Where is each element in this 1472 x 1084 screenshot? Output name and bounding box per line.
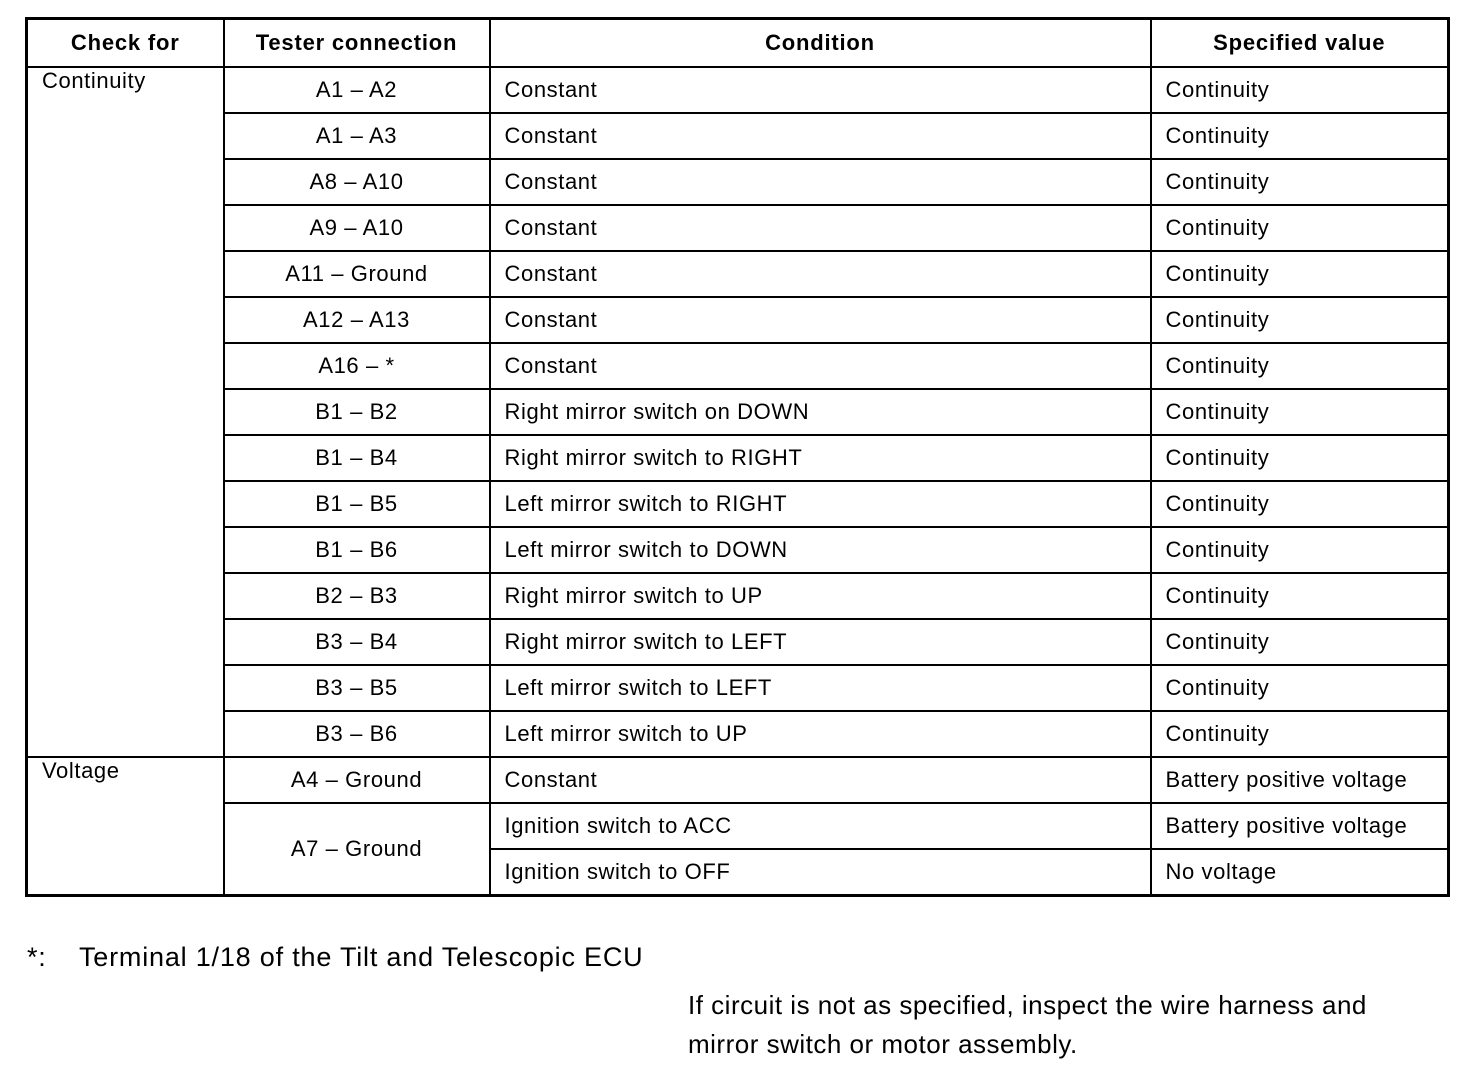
check-for-continuity: Continuity <box>27 67 224 757</box>
tester-connection: A1 – A3 <box>224 113 490 159</box>
table-row <box>27 343 1449 389</box>
table-row <box>27 573 1449 619</box>
table-row <box>27 619 1449 665</box>
table-row <box>27 389 1449 435</box>
header-condition: Condition <box>490 19 1151 68</box>
condition: Right mirror switch on DOWN <box>490 389 1151 435</box>
specified-value: No voltage <box>1151 849 1449 896</box>
tester-connection: B3 – B6 <box>224 711 490 757</box>
table-row <box>27 757 1449 803</box>
table-row <box>27 481 1449 527</box>
header-check-for: Check for <box>27 19 224 68</box>
tester-connection: B1 – B6 <box>224 527 490 573</box>
footnote-mark: *: <box>27 942 47 972</box>
table-row <box>27 803 1449 849</box>
condition: Ignition switch to ACC <box>490 803 1151 849</box>
condition: Ignition switch to OFF <box>490 849 1151 896</box>
specified-value: Continuity <box>1151 389 1449 435</box>
specified-value: Continuity <box>1151 527 1449 573</box>
specified-value: Continuity <box>1151 205 1449 251</box>
inspection-note-line-2: mirror switch or motor assembly. <box>688 1029 1078 1059</box>
condition: Right mirror switch to LEFT <box>490 619 1151 665</box>
specified-value: Continuity <box>1151 113 1449 159</box>
condition: Constant <box>490 343 1151 389</box>
specified-value: Continuity <box>1151 297 1449 343</box>
tester-connection: A12 – A13 <box>224 297 490 343</box>
table-row <box>27 527 1449 573</box>
table-row <box>27 205 1449 251</box>
table-row <box>27 251 1449 297</box>
tester-connection: A7 – Ground <box>224 803 490 896</box>
condition: Constant <box>490 297 1151 343</box>
condition: Constant <box>490 757 1151 803</box>
tester-connection: A4 – Ground <box>224 757 490 803</box>
table-row <box>27 665 1449 711</box>
tester-connection: B1 – B2 <box>224 389 490 435</box>
specified-value: Continuity <box>1151 159 1449 205</box>
table-row <box>27 113 1449 159</box>
tester-connection: B1 – B5 <box>224 481 490 527</box>
footnote-text: Terminal 1/18 of the Tilt and Telescopic ECU <box>79 942 644 972</box>
tester-connection: A1 – A2 <box>224 67 490 113</box>
specified-value: Continuity <box>1151 619 1449 665</box>
table-row <box>27 67 1449 113</box>
condition: Constant <box>490 205 1151 251</box>
tester-connection: B3 – B4 <box>224 619 490 665</box>
table-header-row <box>27 19 1449 68</box>
table-row <box>27 435 1449 481</box>
specified-value: Continuity <box>1151 251 1449 297</box>
condition: Constant <box>490 113 1151 159</box>
specified-value: Battery positive voltage <box>1151 803 1449 849</box>
table-row <box>27 159 1449 205</box>
tester-connection: A16 – * <box>224 343 490 389</box>
specified-value: Continuity <box>1151 67 1449 113</box>
specified-value: Continuity <box>1151 435 1449 481</box>
footnote <box>27 942 643 973</box>
condition: Constant <box>490 67 1151 113</box>
header-specified-value: Specified value <box>1151 19 1449 68</box>
tester-connection: A9 – A10 <box>224 205 490 251</box>
condition: Left mirror switch to RIGHT <box>490 481 1151 527</box>
inspection-note-line-1: If circuit is not as specified, inspect the wire harness and <box>688 990 1367 1020</box>
tester-connection: B2 – B3 <box>224 573 490 619</box>
specified-value: Continuity <box>1151 343 1449 389</box>
specified-value: Continuity <box>1151 665 1449 711</box>
inspection-note <box>688 986 1458 1064</box>
specified-value: Battery positive voltage <box>1151 757 1449 803</box>
table-row <box>27 297 1449 343</box>
tester-connection: A8 – A10 <box>224 159 490 205</box>
condition: Left mirror switch to UP <box>490 711 1151 757</box>
header-tester-connection: Tester connection <box>224 19 490 68</box>
condition: Right mirror switch to UP <box>490 573 1151 619</box>
specified-value: Continuity <box>1151 711 1449 757</box>
tester-connection: A11 – Ground <box>224 251 490 297</box>
continuity-voltage-spec-table <box>25 17 1450 897</box>
condition: Left mirror switch to DOWN <box>490 527 1151 573</box>
specified-value: Continuity <box>1151 573 1449 619</box>
condition: Constant <box>490 159 1151 205</box>
table-row <box>27 711 1449 757</box>
condition: Right mirror switch to RIGHT <box>490 435 1151 481</box>
tester-connection: B3 – B5 <box>224 665 490 711</box>
tester-connection: B1 – B4 <box>224 435 490 481</box>
check-for-voltage: Voltage <box>27 757 224 896</box>
condition: Left mirror switch to LEFT <box>490 665 1151 711</box>
condition: Constant <box>490 251 1151 297</box>
specified-value: Continuity <box>1151 481 1449 527</box>
